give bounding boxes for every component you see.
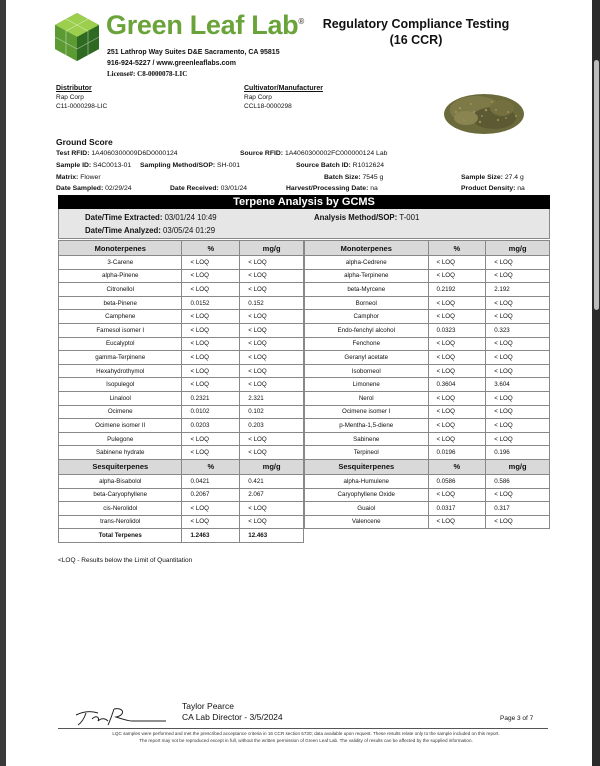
mg-per-g-cell: < LOQ xyxy=(486,391,550,405)
left-terpene-table xyxy=(58,240,304,543)
matrix: Matrix: Flower xyxy=(56,174,101,181)
percent-cell: 0.0102 xyxy=(182,405,240,419)
compound-cell: trans-Nerolidol xyxy=(59,515,182,529)
compound-cell: Caryophyllene Oxide xyxy=(305,488,429,502)
mg-per-g-cell: < LOQ xyxy=(240,269,304,283)
table-row xyxy=(59,337,304,351)
mg-per-g-cell: < LOQ xyxy=(486,310,550,324)
table-row xyxy=(305,488,550,502)
cultivator-block: Cultivator/Manufacturer Rap Corp CCL18-0000298 xyxy=(244,85,323,110)
compound-cell: Limonene xyxy=(305,378,429,392)
table-row xyxy=(305,432,550,446)
compound-cell: beta-Pinene xyxy=(59,296,182,310)
table-row xyxy=(305,446,550,460)
table-row xyxy=(59,502,304,516)
compound-cell: Sabinene xyxy=(305,432,429,446)
compound-cell: Citronellol xyxy=(59,283,182,297)
table-row xyxy=(305,364,550,378)
batch-size: Batch Size: 7545 g xyxy=(324,174,384,181)
mg-per-g-cell: < LOQ xyxy=(486,364,550,378)
signature-image xyxy=(72,705,168,727)
table-row xyxy=(59,378,304,392)
compound-cell: Camphene xyxy=(59,310,182,324)
mg-per-g-cell: < LOQ xyxy=(240,378,304,392)
percent-cell: 0.0196 xyxy=(428,446,486,460)
mg-per-g-cell: < LOQ xyxy=(486,296,550,310)
mg-per-g-cell: < LOQ xyxy=(240,432,304,446)
table-row xyxy=(59,351,304,365)
brand-name: Green Leaf Lab® xyxy=(106,10,304,40)
mg-per-g-cell: < LOQ xyxy=(240,515,304,529)
compound-cell: gamma-Terpinene xyxy=(59,351,182,365)
percent-cell: < LOQ xyxy=(428,269,486,283)
compound-cell: Linalool xyxy=(59,391,182,405)
percent-cell: < LOQ xyxy=(428,351,486,365)
table-row xyxy=(305,256,550,270)
table-row xyxy=(59,432,304,446)
percent-cell: 0.2192 xyxy=(428,283,486,297)
compound-cell: p-Mentha-1,5-diene xyxy=(305,419,429,433)
percent-cell: < LOQ xyxy=(182,283,240,297)
percent-cell: 1.2463 xyxy=(182,529,240,543)
percent-cell: < LOQ xyxy=(428,296,486,310)
compound-cell: Geranyl acetate xyxy=(305,351,429,365)
mg-per-g-cell: < LOQ xyxy=(486,488,550,502)
compound-cell: alpha-Humulene xyxy=(305,474,429,488)
compound-cell: Isopulegol xyxy=(59,378,182,392)
percent-cell: < LOQ xyxy=(182,502,240,516)
column-header: % xyxy=(428,459,486,474)
column-header: mg/g xyxy=(486,241,550,256)
table-row xyxy=(59,474,304,488)
distributor-name: Rap Corp xyxy=(56,94,84,101)
scrollbar-thumb[interactable] xyxy=(594,60,599,310)
percent-cell: < LOQ xyxy=(428,488,486,502)
percent-cell: < LOQ xyxy=(428,364,486,378)
date-received: Date Received: 03/01/24 xyxy=(170,185,248,192)
page-number: Page 3 of 7 xyxy=(500,715,534,722)
mg-per-g-cell: 0.317 xyxy=(486,502,550,516)
table-row xyxy=(305,269,550,283)
mg-per-g-cell: 0.203 xyxy=(240,419,304,433)
percent-cell: < LOQ xyxy=(428,391,486,405)
percent-cell: < LOQ xyxy=(428,337,486,351)
column-header: % xyxy=(428,241,486,256)
mg-per-g-cell: 3.604 xyxy=(486,378,550,392)
mg-per-g-cell: 12.463 xyxy=(240,529,304,543)
sample-name: Ground Score xyxy=(56,137,113,147)
mg-per-g-cell: 0.152 xyxy=(240,296,304,310)
column-header: mg/g xyxy=(240,459,304,474)
compound-cell: Guaiol xyxy=(305,502,429,516)
table-header-row xyxy=(305,459,550,474)
mg-per-g-cell: < LOQ xyxy=(240,446,304,460)
compound-cell: Ocimene isomer II xyxy=(59,419,182,433)
percent-cell: < LOQ xyxy=(182,432,240,446)
mg-per-g-cell: < LOQ xyxy=(240,502,304,516)
mg-per-g-cell: < LOQ xyxy=(486,432,550,446)
green-leaf-lab-logo xyxy=(54,12,100,62)
percent-cell: < LOQ xyxy=(182,323,240,337)
compound-cell: Nerol xyxy=(305,391,429,405)
table-row xyxy=(59,419,304,433)
compound-cell: 3-Carene xyxy=(59,256,182,270)
mg-per-g-cell: 2.067 xyxy=(240,488,304,502)
cultivator-name: Rap Corp xyxy=(244,94,272,101)
sample-photo xyxy=(436,80,528,142)
table-row xyxy=(305,391,550,405)
signer-block xyxy=(182,701,283,723)
table-row xyxy=(59,283,304,297)
percent-cell: 0.2067 xyxy=(182,488,240,502)
mg-per-g-cell: < LOQ xyxy=(240,337,304,351)
date-analyzed: Date/Time Analyzed: 03/05/24 01:29 xyxy=(85,226,216,235)
percent-cell: < LOQ xyxy=(428,419,486,433)
percent-cell: < LOQ xyxy=(182,446,240,460)
compound-cell: Valencene xyxy=(305,515,429,529)
right-terpene-table xyxy=(304,240,550,529)
compound-cell: Endo-fenchyl alcohol xyxy=(305,323,429,337)
report-title: Regulatory Compliance Testing (16 CCR) xyxy=(322,17,510,47)
percent-cell: < LOQ xyxy=(428,256,486,270)
table-row xyxy=(305,515,550,529)
mg-per-g-cell: 0.586 xyxy=(486,474,550,488)
column-header: Sesquiterpenes xyxy=(59,459,182,474)
percent-cell: < LOQ xyxy=(182,364,240,378)
report-page xyxy=(6,0,592,766)
lab-address xyxy=(107,48,280,80)
percent-cell: < LOQ xyxy=(428,310,486,324)
harvest-date: Harvest/Processing Date: na xyxy=(286,185,378,192)
column-header: mg/g xyxy=(486,459,550,474)
lab-street-address: 251 Lathrop Way Suites D&E Sacramento, CA 95815 xyxy=(107,49,280,56)
percent-cell: 0.0323 xyxy=(428,323,486,337)
source-batch-id: Source Batch ID: R1012624 xyxy=(296,162,385,169)
lab-contact: 916-924-5227 / www.greenleaflabs.com xyxy=(107,59,236,67)
table-row xyxy=(59,488,304,502)
distributor-license: C11-0000298-LIC xyxy=(56,103,108,110)
percent-cell: < LOQ xyxy=(182,337,240,351)
percent-cell: < LOQ xyxy=(428,432,486,446)
percent-cell: 0.0421 xyxy=(182,474,240,488)
compound-cell: Fenchone xyxy=(305,337,429,351)
compound-cell: Eucalyptol xyxy=(59,337,182,351)
column-header: Monoterpenes xyxy=(305,241,429,256)
mg-per-g-cell: 2.321 xyxy=(240,391,304,405)
sample-id: Sample ID: S4C0013-01 xyxy=(56,162,132,169)
signer-title: CA Lab Director - 3/5/2024 xyxy=(182,712,283,722)
table-row xyxy=(305,378,550,392)
table-row xyxy=(59,515,304,529)
table-row xyxy=(59,323,304,337)
mg-per-g-cell: < LOQ xyxy=(486,269,550,283)
compound-cell: Isoborneol xyxy=(305,364,429,378)
date-sampled: Date Sampled: 02/29/24 xyxy=(56,185,132,192)
compound-cell: cis-Nerolidol xyxy=(59,502,182,516)
compound-cell: Borneol xyxy=(305,296,429,310)
column-header: % xyxy=(182,241,240,256)
table-row xyxy=(59,529,304,543)
table-row xyxy=(59,446,304,460)
percent-cell: < LOQ xyxy=(182,515,240,529)
mg-per-g-cell: 0.421 xyxy=(240,474,304,488)
table-row xyxy=(305,351,550,365)
percent-cell: < LOQ xyxy=(182,378,240,392)
mg-per-g-cell: 0.196 xyxy=(486,446,550,460)
mg-per-g-cell: 0.102 xyxy=(240,405,304,419)
mg-per-g-cell: 2.192 xyxy=(486,283,550,297)
percent-cell: < LOQ xyxy=(428,515,486,529)
percent-cell: < LOQ xyxy=(182,269,240,283)
compound-cell: Total Terpenes xyxy=(59,529,182,543)
percent-cell: 0.3604 xyxy=(428,378,486,392)
compound-cell: Pulegone xyxy=(59,432,182,446)
table-row xyxy=(59,256,304,270)
compound-cell: beta-Myrcene xyxy=(305,283,429,297)
table-row xyxy=(305,405,550,419)
date-extracted: Date/Time Extracted: 03/01/24 10:49 xyxy=(85,213,217,222)
column-header: Monoterpenes xyxy=(59,241,182,256)
mg-per-g-cell: < LOQ xyxy=(486,419,550,433)
test-rfid: Test RFID: 1A4060300009D6D0000124 xyxy=(56,150,178,157)
percent-cell: 0.0152 xyxy=(182,296,240,310)
compound-cell: alpha-Cedrene xyxy=(305,256,429,270)
table-header-row xyxy=(59,241,304,256)
compound-cell: beta-Caryophyllene xyxy=(59,488,182,502)
column-header: Sesquiterpenes xyxy=(305,459,429,474)
sampling-method: Sampling Method/SOP: SH-001 xyxy=(140,162,241,169)
percent-cell: 0.0203 xyxy=(182,419,240,433)
mg-per-g-cell: < LOQ xyxy=(240,283,304,297)
compound-cell: Sabinene hydrate xyxy=(59,446,182,460)
column-header: % xyxy=(182,459,240,474)
percent-cell: < LOQ xyxy=(428,405,486,419)
mg-per-g-cell: < LOQ xyxy=(486,256,550,270)
vertical-scrollbar[interactable] xyxy=(592,0,600,766)
compound-cell: alpha-Pinene xyxy=(59,269,182,283)
compound-cell: Camphor xyxy=(305,310,429,324)
mg-per-g-cell: 0.323 xyxy=(486,323,550,337)
mg-per-g-cell: < LOQ xyxy=(240,351,304,365)
analysis-title: Terpene Analysis by GCMS xyxy=(58,195,550,209)
compound-cell: alpha-Terpinene xyxy=(305,269,429,283)
terpene-analysis-section xyxy=(58,195,550,239)
mg-per-g-cell: < LOQ xyxy=(240,364,304,378)
percent-cell: < LOQ xyxy=(182,351,240,365)
lab-license: License#: C8-0000078-LIC xyxy=(107,70,188,78)
table-row xyxy=(59,310,304,324)
loq-note: <LOQ - Results below the Limit of Quantitation xyxy=(58,557,193,564)
sample-size: Sample Size: 27.4 g xyxy=(461,174,524,181)
table-row xyxy=(305,283,550,297)
compound-cell: Hexahydrothymol xyxy=(59,364,182,378)
table-row xyxy=(305,474,550,488)
percent-cell: < LOQ xyxy=(182,256,240,270)
table-row xyxy=(305,337,550,351)
mg-per-g-cell: < LOQ xyxy=(240,310,304,324)
product-density: Product Density: na xyxy=(461,185,525,192)
table-row xyxy=(305,323,550,337)
footer-disclaimer: LQC samples were performed and met the prescribed acceptance criteria in 16 CCR section 5730; data available upon request. These results relate only to the sample included on this report. The report may not be reproduced except in full, without the written permission of Green Leaf Lab. The validity of results can be affected by the supplied information. xyxy=(112,731,500,743)
percent-cell: 0.0586 xyxy=(428,474,486,488)
table-row xyxy=(59,296,304,310)
mg-per-g-cell: < LOQ xyxy=(240,256,304,270)
cultivator-license: CCL18-0000298 xyxy=(244,103,292,110)
percent-cell: < LOQ xyxy=(182,310,240,324)
column-header: mg/g xyxy=(240,241,304,256)
mg-per-g-cell: < LOQ xyxy=(486,405,550,419)
table-row xyxy=(305,502,550,516)
table-row xyxy=(305,310,550,324)
compound-cell: alpha-Bisabolol xyxy=(59,474,182,488)
mg-per-g-cell: < LOQ xyxy=(240,323,304,337)
compound-cell: Farnesol isomer I xyxy=(59,323,182,337)
compound-cell: Ocimene xyxy=(59,405,182,419)
table-row xyxy=(59,405,304,419)
footer-divider xyxy=(58,728,548,729)
mg-per-g-cell: < LOQ xyxy=(486,515,550,529)
mg-per-g-cell: < LOQ xyxy=(486,337,550,351)
table-header-row xyxy=(59,459,304,474)
analysis-dates xyxy=(58,209,550,239)
table-row xyxy=(59,391,304,405)
source-rfid: Source RFID: 1A4060300002FC000000124 Lab xyxy=(240,150,388,157)
table-row xyxy=(305,419,550,433)
compound-cell: Ocimene isomer I xyxy=(305,405,429,419)
table-header-row xyxy=(305,241,550,256)
analysis-method: Analysis Method/SOP: T-001 xyxy=(314,213,420,222)
compound-cell: Terpineol xyxy=(305,446,429,460)
percent-cell: 0.2321 xyxy=(182,391,240,405)
percent-cell: 0.0317 xyxy=(428,502,486,516)
mg-per-g-cell: < LOQ xyxy=(486,351,550,365)
table-row xyxy=(59,269,304,283)
table-row xyxy=(305,296,550,310)
signer-name: Taylor Pearce xyxy=(182,701,234,711)
distributor-block: Distributor Rap Corp C11-0000298-LIC xyxy=(56,85,108,110)
table-row xyxy=(59,364,304,378)
